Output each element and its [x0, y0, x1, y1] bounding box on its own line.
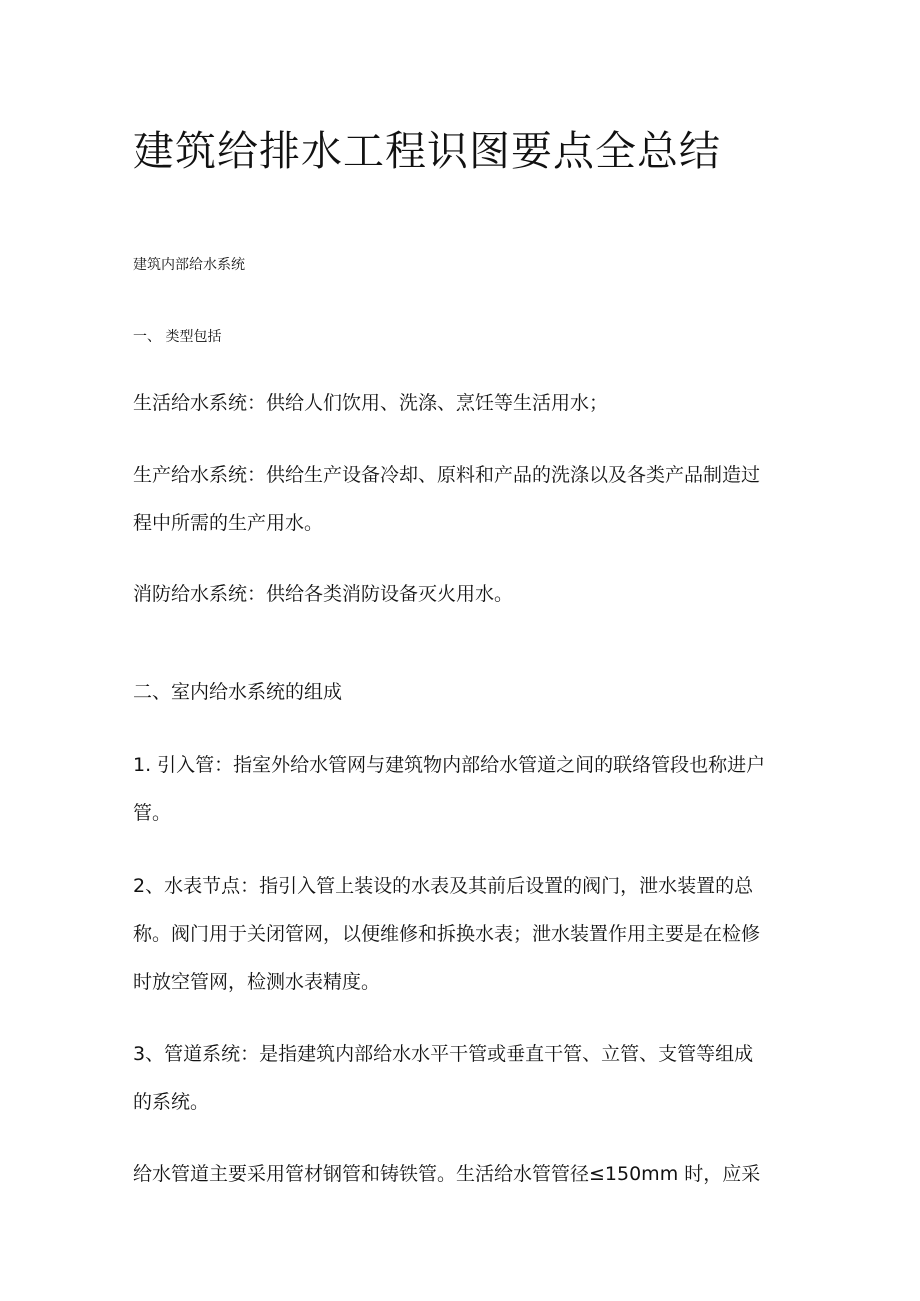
paragraph-line: 消防给水系统：供给各类消防设备灭火用水。	[133, 583, 514, 605]
paragraph-pipe-system	[133, 1030, 793, 1126]
paragraph-meter-node	[133, 862, 793, 1006]
paragraph-line: 2、水表节点：指引入管上装设的水表及其前后设置的阀门，泄水装置的总	[133, 875, 754, 897]
section-heading-types: 一、 类型包括	[133, 329, 222, 345]
paragraph-line: 称。阀门用于关闭管网，以便维修和拆换水表；泄水装置作用主要是在检修	[133, 923, 761, 945]
paragraph-line: 给水管道主要采用管材钢管和铸铁管。生活给水管管径≤150mm 时，应采	[133, 1163, 761, 1185]
paragraph-line: 生产给水系统：供给生产设备冷却、原料和产品的洗涤以及各类产品制造过	[133, 464, 761, 486]
section-heading-composition	[133, 668, 793, 716]
paragraph-line: 管。	[133, 802, 172, 824]
paragraph-line: 时放空管网，检测水表精度。	[133, 971, 381, 993]
subtitle: 建筑内部给水系统	[133, 257, 245, 273]
document-title: 建筑给排水工程识图要点全总结	[133, 127, 721, 175]
paragraph-inlet-pipe	[133, 741, 793, 837]
paragraph-line: 程中所需的生产用水。	[133, 512, 324, 534]
paragraph-fire-water	[133, 570, 793, 618]
paragraph-production-water	[133, 451, 793, 547]
paragraph-pipe-materials	[133, 1150, 793, 1198]
paragraph-line: 二、室内给水系统的组成	[133, 681, 343, 703]
paragraph-line: 的系统。	[133, 1091, 210, 1113]
paragraph-domestic-water	[133, 379, 793, 427]
paragraph-line: 3、管道系统：是指建筑内部给水水平干管或垂直干管、立管、支管等组成	[133, 1043, 754, 1065]
paragraph-line: 生活给水系统：供给人们饮用、洗涤、烹饪等生活用水；	[133, 392, 609, 414]
paragraph-line: 1. 引入管：指室外给水管网与建筑物内部给水管道之间的联络管段也称进户	[133, 754, 766, 776]
